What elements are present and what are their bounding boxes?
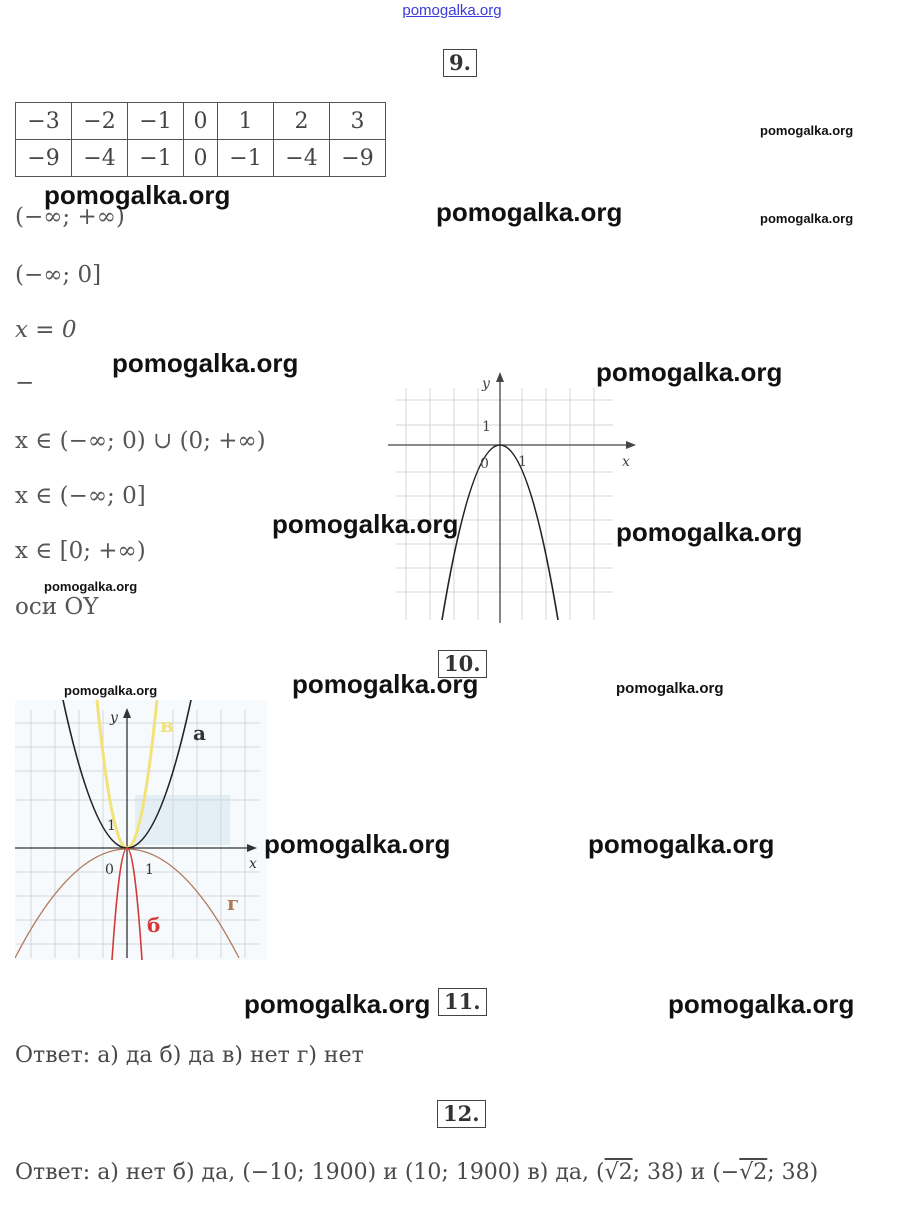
table-cell: −4 bbox=[72, 140, 128, 177]
y-axis-label: y bbox=[482, 376, 490, 392]
tick-label-y1: 1 bbox=[482, 419, 491, 435]
watermark: pomogalka.org bbox=[44, 180, 231, 210]
domain-line: (−∞; +∞) bbox=[15, 204, 125, 230]
grid bbox=[396, 388, 613, 620]
zero-line: x = 0 bbox=[15, 317, 77, 343]
table-cell: −1 bbox=[218, 140, 274, 177]
watermark: pomogalka.org bbox=[64, 683, 158, 698]
y-axis-label: y bbox=[110, 710, 118, 726]
task-11-answer: Ответ: а) да б) да в) нет г) нет bbox=[15, 1043, 364, 1068]
task-12-number: 12. bbox=[437, 1100, 486, 1128]
watermark: pomogalka.org bbox=[112, 348, 299, 378]
interval-line-2: x ∈ (−∞; 0] bbox=[15, 483, 146, 509]
answer-part: Ответ: а) нет б) да, (−10; 1900) и (10; 1900) в) да, ( bbox=[15, 1160, 605, 1185]
watermark: pomogalka.org bbox=[244, 989, 431, 1019]
watermark: pomogalka.org bbox=[596, 357, 783, 387]
interval-line-1: x ∈ (−∞; 0) ∪ (0; +∞) bbox=[15, 428, 266, 454]
dash-line: − bbox=[15, 370, 35, 396]
watermark: pomogalka.org bbox=[760, 211, 854, 226]
curve-label-g: г bbox=[227, 891, 240, 915]
origin-label: 0 bbox=[105, 862, 114, 878]
tick-label-y1: 1 bbox=[107, 818, 116, 834]
range-line: (−∞; 0] bbox=[15, 262, 102, 288]
origin-label: 0 bbox=[480, 456, 489, 472]
axis-line: оси OY bbox=[15, 594, 99, 620]
tick-label-x1: 1 bbox=[518, 454, 527, 470]
table-cell: 2 bbox=[274, 103, 330, 140]
table-cell: 0 bbox=[184, 103, 218, 140]
parabolas-graph-10 bbox=[15, 700, 267, 960]
table-row-y bbox=[16, 140, 386, 177]
x-axis-arrow-icon bbox=[626, 441, 636, 449]
values-table bbox=[15, 102, 386, 177]
answer-part: ; 38) bbox=[767, 1160, 819, 1185]
y-axis-arrow-icon bbox=[496, 372, 504, 382]
watermark: pomogalka.org bbox=[760, 123, 854, 138]
watermark: pomogalka.org bbox=[292, 669, 479, 699]
curve-label-a: а bbox=[193, 721, 206, 745]
watermark: pomogalka.org bbox=[616, 680, 724, 697]
watermark: pomogalka.org bbox=[44, 579, 138, 594]
table-cell: −9 bbox=[330, 140, 386, 177]
task-12-answer bbox=[15, 1160, 818, 1185]
curve-label-v: в bbox=[160, 713, 174, 737]
site-link[interactable]: pomogalka.org bbox=[402, 2, 502, 19]
tick-label-x1: 1 bbox=[145, 862, 154, 878]
table-cell: −2 bbox=[72, 103, 128, 140]
task-10-number: 10. bbox=[438, 650, 487, 678]
table-cell: −1 bbox=[128, 140, 184, 177]
table-cell: −9 bbox=[16, 140, 72, 177]
parabola-graph-9 bbox=[388, 368, 643, 623]
watermark: pomogalka.org bbox=[264, 829, 451, 859]
task-11-number: 11. bbox=[438, 988, 487, 1016]
watermark: pomogalka.org bbox=[668, 989, 855, 1019]
table-cell: 0 bbox=[184, 140, 218, 177]
answer-part: ; 38) и (− bbox=[632, 1160, 740, 1185]
table-cell: −4 bbox=[274, 140, 330, 177]
x-axis-label: x bbox=[249, 856, 257, 872]
watermark: pomogalka.org bbox=[616, 517, 803, 547]
curve-label-b: б bbox=[147, 913, 161, 937]
sqrt-value: √2 bbox=[604, 1160, 633, 1185]
interval-line-3: x ∈ [0; +∞) bbox=[15, 538, 146, 564]
task-9-number: 9. bbox=[443, 49, 477, 77]
sqrt-value: √2 bbox=[739, 1160, 768, 1185]
table-cell: 3 bbox=[330, 103, 386, 140]
table-row-x bbox=[16, 103, 386, 140]
table-cell: −1 bbox=[128, 103, 184, 140]
table-cell: 1 bbox=[218, 103, 274, 140]
shaded-area bbox=[135, 795, 230, 845]
x-axis-label: x bbox=[622, 454, 630, 470]
watermark: pomogalka.org bbox=[436, 197, 623, 227]
watermark: pomogalka.org bbox=[272, 509, 459, 539]
watermark: pomogalka.org bbox=[588, 829, 775, 859]
table-cell: −3 bbox=[16, 103, 72, 140]
